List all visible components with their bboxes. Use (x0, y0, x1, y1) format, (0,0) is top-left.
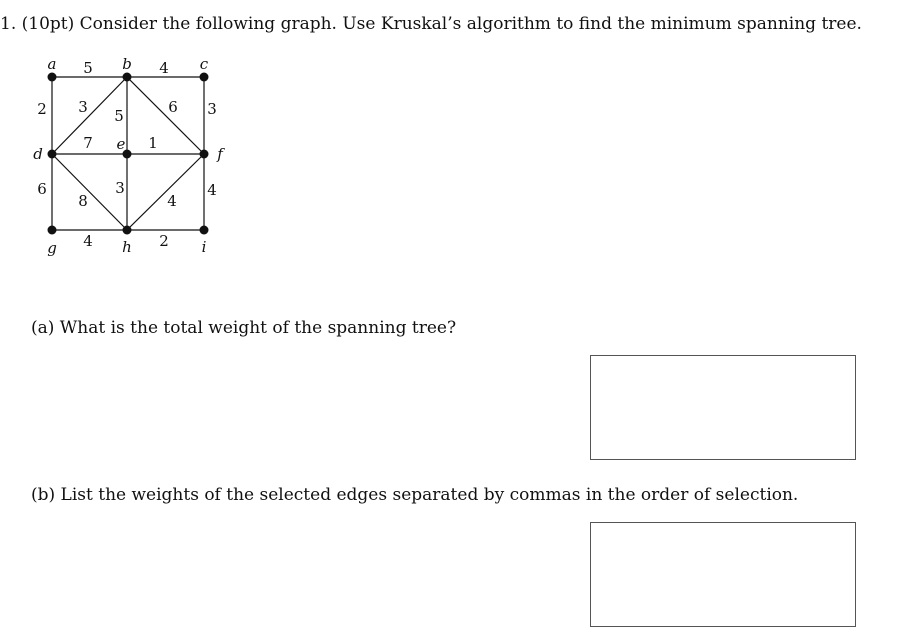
vertex-h (123, 226, 132, 235)
answer-box-edge-weights[interactable] (590, 522, 856, 627)
edge-weight-e-h: 3 (115, 179, 125, 197)
edge-weight-b-c: 4 (159, 59, 169, 77)
vertex-label-b: b (122, 55, 132, 73)
edge-weight-d-g: 6 (37, 180, 47, 198)
edge-weight-a-d: 2 (37, 100, 47, 118)
vertex-d (48, 150, 57, 159)
vertex-g (48, 226, 57, 235)
edge-weight-e-f: 1 (148, 134, 158, 152)
vertex-f (200, 150, 209, 159)
edge-weight-h-i: 2 (159, 232, 169, 250)
vertex-a (48, 73, 57, 82)
edge-weight-g-h: 4 (83, 232, 93, 250)
part-b-question: (b) List the weights of the selected edges separated by commas in the order of selection. (31, 485, 799, 505)
question-text: 1. (10pt) Consider the following graph. Use Kruskal’s algorithm to find the minimum spanning tree. (0, 14, 862, 34)
vertex-label-c: c (199, 55, 209, 73)
edge-weight-a-b: 5 (83, 59, 93, 77)
vertex-label-i: i (201, 238, 207, 256)
vertex-i (200, 226, 209, 235)
answer-box-total-weight[interactable] (590, 355, 856, 460)
vertex-c (200, 73, 209, 82)
edge-weight-f-i: 4 (207, 181, 217, 199)
graph-diagram (24, 50, 234, 265)
vertex-label-e: e (116, 135, 126, 153)
part-a-question: (a) What is the total weight of the spanning tree? (31, 318, 457, 338)
edge-weight-d-h: 8 (78, 192, 88, 210)
vertex-label-h: h (122, 238, 132, 256)
vertex-label-d: d (33, 145, 43, 163)
edge-weight-c-f: 3 (207, 100, 217, 118)
edge-h-f (127, 154, 204, 230)
edge-b-f (127, 77, 204, 154)
vertex-label-f: f (217, 145, 223, 163)
edge-weight-b-e: 5 (114, 107, 124, 125)
edge-weight-d-b: 3 (78, 98, 88, 116)
edge-weight-b-f: 6 (168, 98, 178, 116)
edge-weight-d-e: 7 (83, 134, 93, 152)
vertex-label-a: a (47, 55, 57, 73)
vertex-b (123, 73, 132, 82)
edge-weight-h-f: 4 (167, 192, 177, 210)
vertex-label-g: g (47, 239, 57, 257)
